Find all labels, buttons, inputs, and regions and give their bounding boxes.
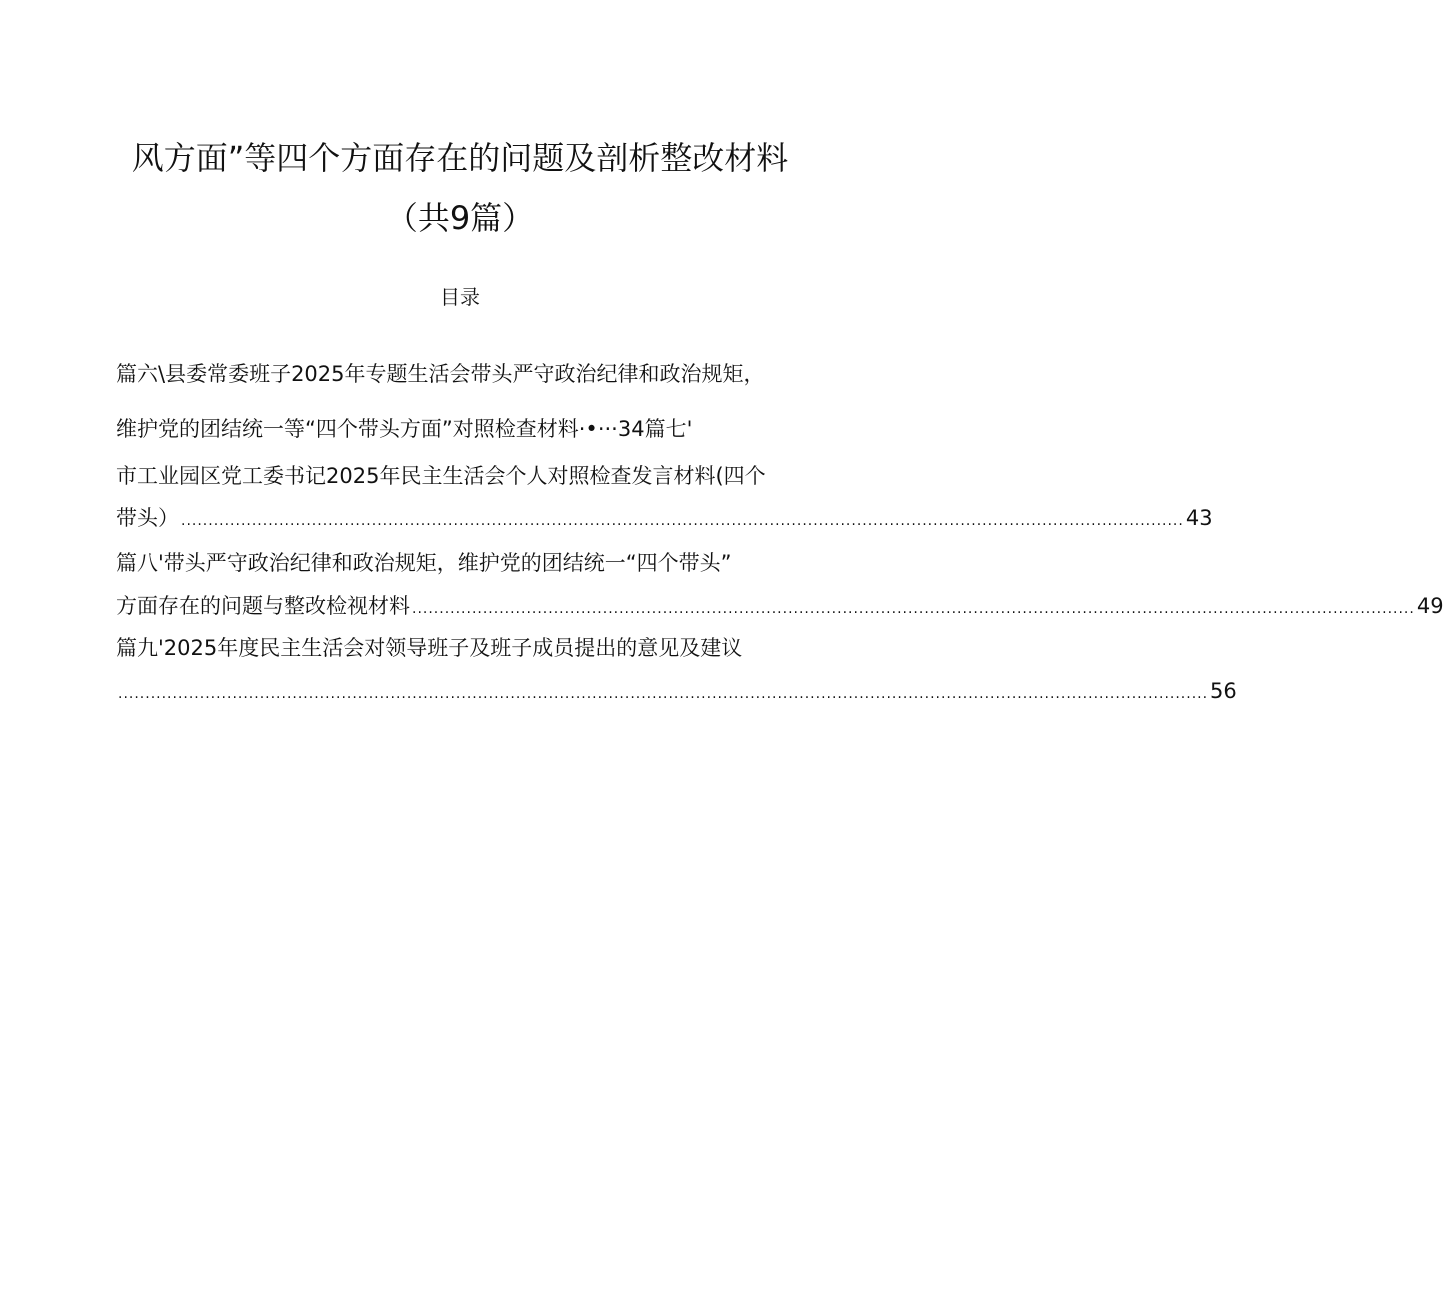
toc-line-2: 维护党的团结统一等“四个带头方面”对照检查材料·•···34篇七' [116,417,693,441]
toc-heading: 目录 [440,285,480,309]
toc-leader-dots: ........................................................................................................................................................................................ [412,601,1415,617]
toc-line-7: 篇九'2025年度民主生活会对领导班子及班子成员提出的意见及建议 [116,636,743,660]
toc-entry-8-text: 方面存在的问题与整改检视材料 [116,594,410,618]
toc-entry-7-page: 43 [1185,506,1213,530]
toc-line-5: 篇八'带头严守政治纪律和政治规矩，维护党的团结统一“四个带头” [116,551,732,575]
toc-line-1: 篇六\县委常委班子2025年专题生活会带头严守政治纪律和政治规矩， [116,362,765,386]
toc-entry-8-page: 49 [1416,594,1444,618]
toc-entry-9-page: 56 [1210,679,1237,703]
toc-leader-dots: ........................................................................................................................................................................................................ [118,686,1209,702]
toc-entry-7-text: 带头） [116,506,179,530]
toc-entry-7-tail [116,500,1213,536]
document-title-line-2: （共9篇） [385,199,535,237]
toc-entry-9-tail [116,673,1237,709]
toc-line-3: 市工业园区党工委书记2025年民主生活会个人对照检查发言材料(四个 [116,464,766,488]
toc-leader-dots: ........................................................................................................................................................................................ [181,513,1184,529]
toc-entry-8-tail [116,588,1444,624]
document-title-line-1: 风方面”等四个方面存在的问题及剖析整改材料 [131,139,789,177]
